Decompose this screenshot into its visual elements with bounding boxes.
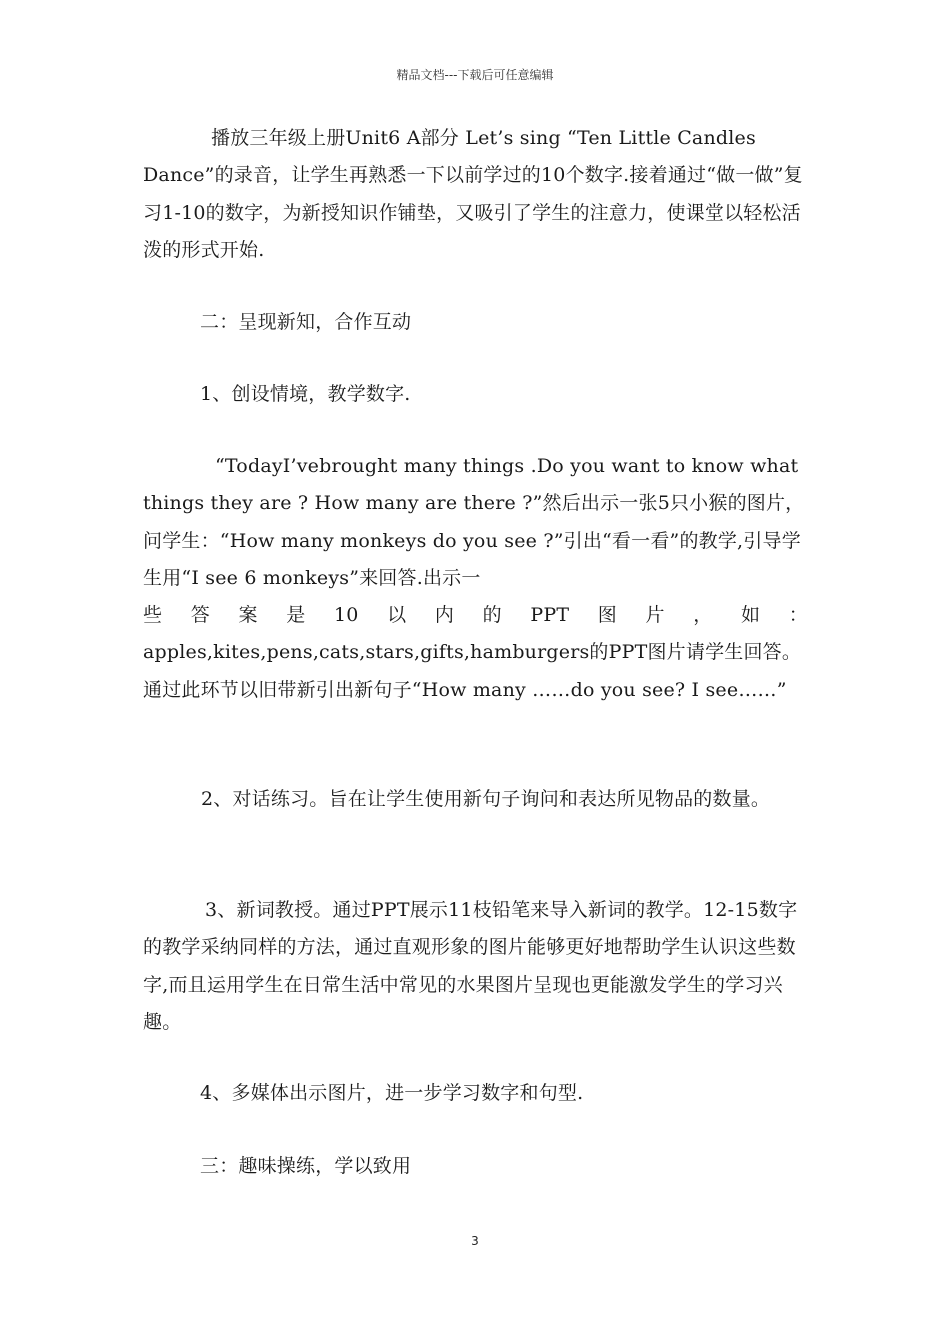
intro-paragraph: 播放三年级上册Unit6 A部分 Let’s sing “Ten Little Candles Dance”的录音，让学生再熟悉一下以前学过的10个数字.接着通过“做一做”复习1-10的数字，为新授知识作铺垫，又吸引了学生的注意力，使课堂以轻松活泼的形式开始. — [143, 127, 803, 261]
justified-word: 案 — [238, 604, 258, 627]
justified-word: 以 — [387, 604, 407, 627]
justified-word: 片 — [645, 604, 665, 627]
item-1-body-part2: apples,kites,pens,cats,stars,gifts,hamburgers的PPT图片请学生回答。通过此环节以旧带新引出新句子“How many ……do you see? I see……” — [143, 641, 802, 701]
item-1-body-part1: “TodayI’vebrought many things .Do you want to know what things they are ? How many are there ?”然后出示一张5只小猴的图片，问学生：“How many monkeys do you see ?”引出“看一看”的教学,引导学生用“I see 6 monkeys”来回答.出示一 — [143, 455, 805, 589]
item-2-paragraph: 2、对话练习。旨在让学生使用新句子询问和表达所见物品的数量。 — [201, 788, 771, 810]
section-3-heading: 三：趣味操练，学以致用 — [200, 1155, 412, 1177]
section-2-heading: 二：呈现新知，合作互动 — [200, 311, 412, 333]
justified-word: PPT — [530, 604, 570, 627]
justified-word: 些 — [143, 604, 163, 627]
item-4-heading: 4、多媒体出示图片，进一步学习数字和句型. — [200, 1082, 584, 1104]
page-number: 3 — [471, 1234, 479, 1248]
justified-word: 的 — [482, 604, 502, 627]
item-3-paragraph: 3、新词教授。通过PPT展示11枝铅笔来导入新词的教学。12-15数字的教学采纳同样的方法，通过直观形象的图片能够更好地帮助学生认识这些数字,而且运用学生在日常生活中常见的水果图片呈现也更能激发学生的学习兴趣。 — [143, 899, 798, 1033]
justified-word: 图 — [597, 604, 617, 627]
justified-word: ： — [788, 604, 808, 627]
item-1-justified-line — [143, 597, 808, 634]
justified-word: 内 — [434, 604, 455, 627]
item-1-paragraph — [143, 448, 808, 709]
justified-word: ， — [693, 604, 713, 627]
justified-word: 答 — [190, 604, 210, 627]
page-header: 精品文档---下载后可任意编辑 — [396, 68, 554, 82]
justified-word: 10 — [334, 604, 359, 627]
justified-word: 如 — [741, 604, 761, 627]
item-1-heading: 1、创设情境，教学数字. — [200, 383, 411, 405]
justified-word: 是 — [286, 604, 306, 627]
